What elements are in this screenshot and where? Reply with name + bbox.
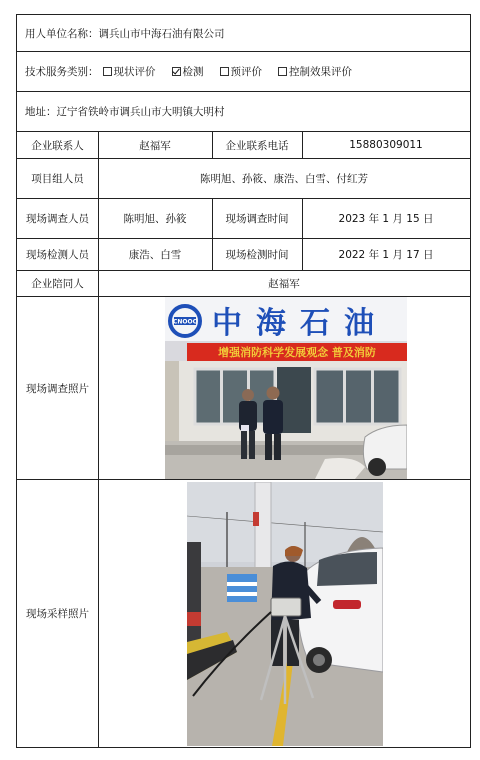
service-cell [17,52,470,91]
address-cell [17,92,470,131]
survey-row [16,198,471,239]
phone-value: 15880309011 [349,139,423,151]
fuel-sampling-image [187,482,383,746]
contact-row [16,131,471,159]
address-row [16,91,471,132]
unit-label: 用人单位名称： [25,27,99,40]
address-value: 辽宁省铁岭市调兵山市大明镇大明村 [56,106,225,118]
survey-time: 2023 年 1 月 15 日 [338,213,434,225]
sampling-photo [187,482,383,746]
detect-people: 康浩、白雪 [128,249,182,261]
option-detection[interactable]: 检测 [172,64,204,79]
banner-text: 增强消防科学发展观念 普及消防 [218,346,376,359]
unit-row [16,14,471,52]
sampling-photo-row [16,479,471,748]
record-form [16,14,471,748]
option-pre-eval[interactable]: 预评价 [220,64,263,79]
sampling-photo-label: 现场采样照片 [26,608,89,620]
detect-label: 现场检测人员 [26,249,89,261]
team-members: 陈明旭、孙筱、康浩、白雪、付红芳 [200,173,368,185]
address-label: 地址： [25,106,57,118]
checked-checkbox-icon [172,67,181,76]
checkbox-icon [220,67,229,76]
checkbox-icon [103,67,112,76]
contact-label: 企业联系人 [31,139,84,152]
escort-row [16,270,471,297]
survey-photo [165,297,407,479]
unit-cell [17,15,470,51]
detect-time: 2022 年 1 月 17 日 [338,249,434,261]
detect-row [16,238,471,271]
survey-time-label: 现场调查时间 [225,213,289,225]
logo-text: CNOOC [172,318,198,326]
team-label: 项目组人员 [31,173,84,185]
sign-brand-text: 中海石油 [212,306,388,341]
escort-name: 赵福军 [268,278,300,290]
phone-label: 企业联系电话 [225,139,289,152]
survey-label: 现场调查人员 [26,213,89,225]
survey-people: 陈明旭、孙筱 [123,213,187,225]
service-label: 技术服务类别： [25,66,99,78]
team-row [16,158,471,199]
contact-name: 赵福军 [139,139,171,152]
option-status-eval[interactable]: 现状评价 [103,64,156,79]
gas-station-storefront-image [165,297,407,479]
detect-time-label: 现场检测时间 [225,249,289,261]
checkbox-icon [278,67,287,76]
escort-label: 企业陪同人 [31,278,84,290]
option-control-eval[interactable]: 控制效果评价 [278,64,352,79]
service-row [16,51,471,92]
unit-name: 调兵山市中海石油有限公司 [98,27,225,40]
survey-photo-label: 现场调查照片 [26,382,89,395]
survey-photo-row [16,296,471,480]
